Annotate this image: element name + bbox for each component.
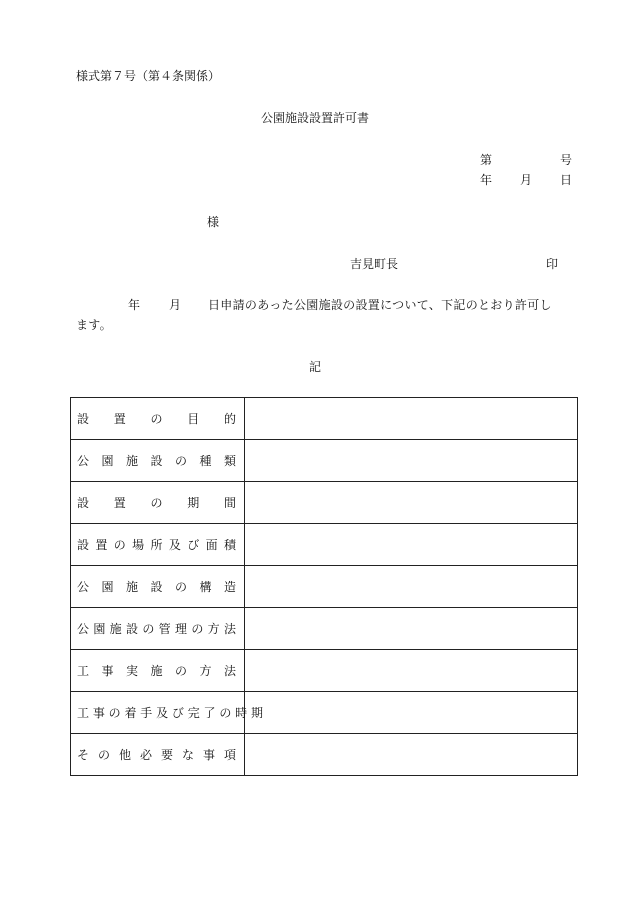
table-row	[71, 608, 578, 650]
number-prefix: 第	[480, 153, 493, 167]
table-row	[71, 398, 578, 440]
document-number-line	[480, 153, 572, 167]
number-suffix: 号	[560, 153, 573, 167]
statement-line-1	[76, 295, 576, 315]
row-label-cell	[71, 524, 245, 566]
row-value-cell[interactable]	[245, 482, 578, 524]
row-value-cell[interactable]	[245, 440, 578, 482]
row-value-cell[interactable]	[245, 734, 578, 776]
row-label-cell	[71, 734, 245, 776]
row-label: 設 置 の 期 間	[77, 496, 236, 510]
statement-line-2: ます。	[76, 318, 112, 332]
application-month: 月	[169, 298, 182, 312]
document-title: 公園施設設置許可書	[260, 111, 369, 125]
row-label: 工 事 実 施 の 方 法	[77, 664, 236, 678]
row-label: 公 園 施 設 の 種 類	[77, 454, 236, 468]
application-year: 年	[128, 298, 141, 312]
row-value-cell[interactable]	[245, 398, 578, 440]
issuer-line	[350, 257, 562, 271]
table-row	[71, 440, 578, 482]
row-label-cell	[71, 398, 245, 440]
date-day: 日	[560, 173, 573, 187]
table-row	[71, 734, 578, 776]
row-label-cell	[71, 440, 245, 482]
table-row	[71, 566, 578, 608]
row-label: 設 置 の 目 的	[77, 412, 236, 426]
row-label: 公 園 施 設 の 管 理 の 方 法	[77, 622, 236, 636]
row-value-cell[interactable]	[245, 608, 578, 650]
row-label-cell	[71, 482, 245, 524]
row-label: 設 置 の 場 所 及 び 面 積	[77, 538, 236, 552]
permission-statement	[76, 295, 576, 335]
date-year: 年	[480, 173, 493, 187]
row-value-cell[interactable]	[245, 566, 578, 608]
row-value-cell[interactable]	[245, 650, 578, 692]
permit-details-table	[70, 397, 578, 776]
issue-date-line	[480, 173, 572, 187]
table-row	[71, 692, 578, 734]
ki-heading: 記	[308, 360, 321, 374]
row-label: 公 園 施 設 の 構 造	[77, 580, 236, 594]
row-label: そ の 他 必 要 な 事 項	[77, 748, 236, 762]
addressee-honorific: 様	[207, 215, 220, 229]
table-row	[71, 482, 578, 524]
row-label-cell	[71, 608, 245, 650]
table-row	[71, 650, 578, 692]
row-label-cell	[71, 650, 245, 692]
row-label-cell	[71, 692, 263, 734]
row-label: 工 事 の 着 手 及 び 完 了 の 時 期	[77, 706, 263, 720]
seal-mark: 印	[546, 257, 559, 271]
row-value-cell[interactable]	[245, 524, 578, 566]
statement-text: 日申請のあった公園施設の設置について、下記のとおり許可し	[208, 298, 552, 312]
date-month: 月	[520, 173, 533, 187]
table-row	[71, 524, 578, 566]
row-label-cell	[71, 566, 245, 608]
issuer-name: 吉見町長	[350, 257, 399, 271]
form-number: 様式第７号（第４条関係）	[76, 69, 221, 83]
row-value-cell[interactable]	[245, 692, 578, 734]
